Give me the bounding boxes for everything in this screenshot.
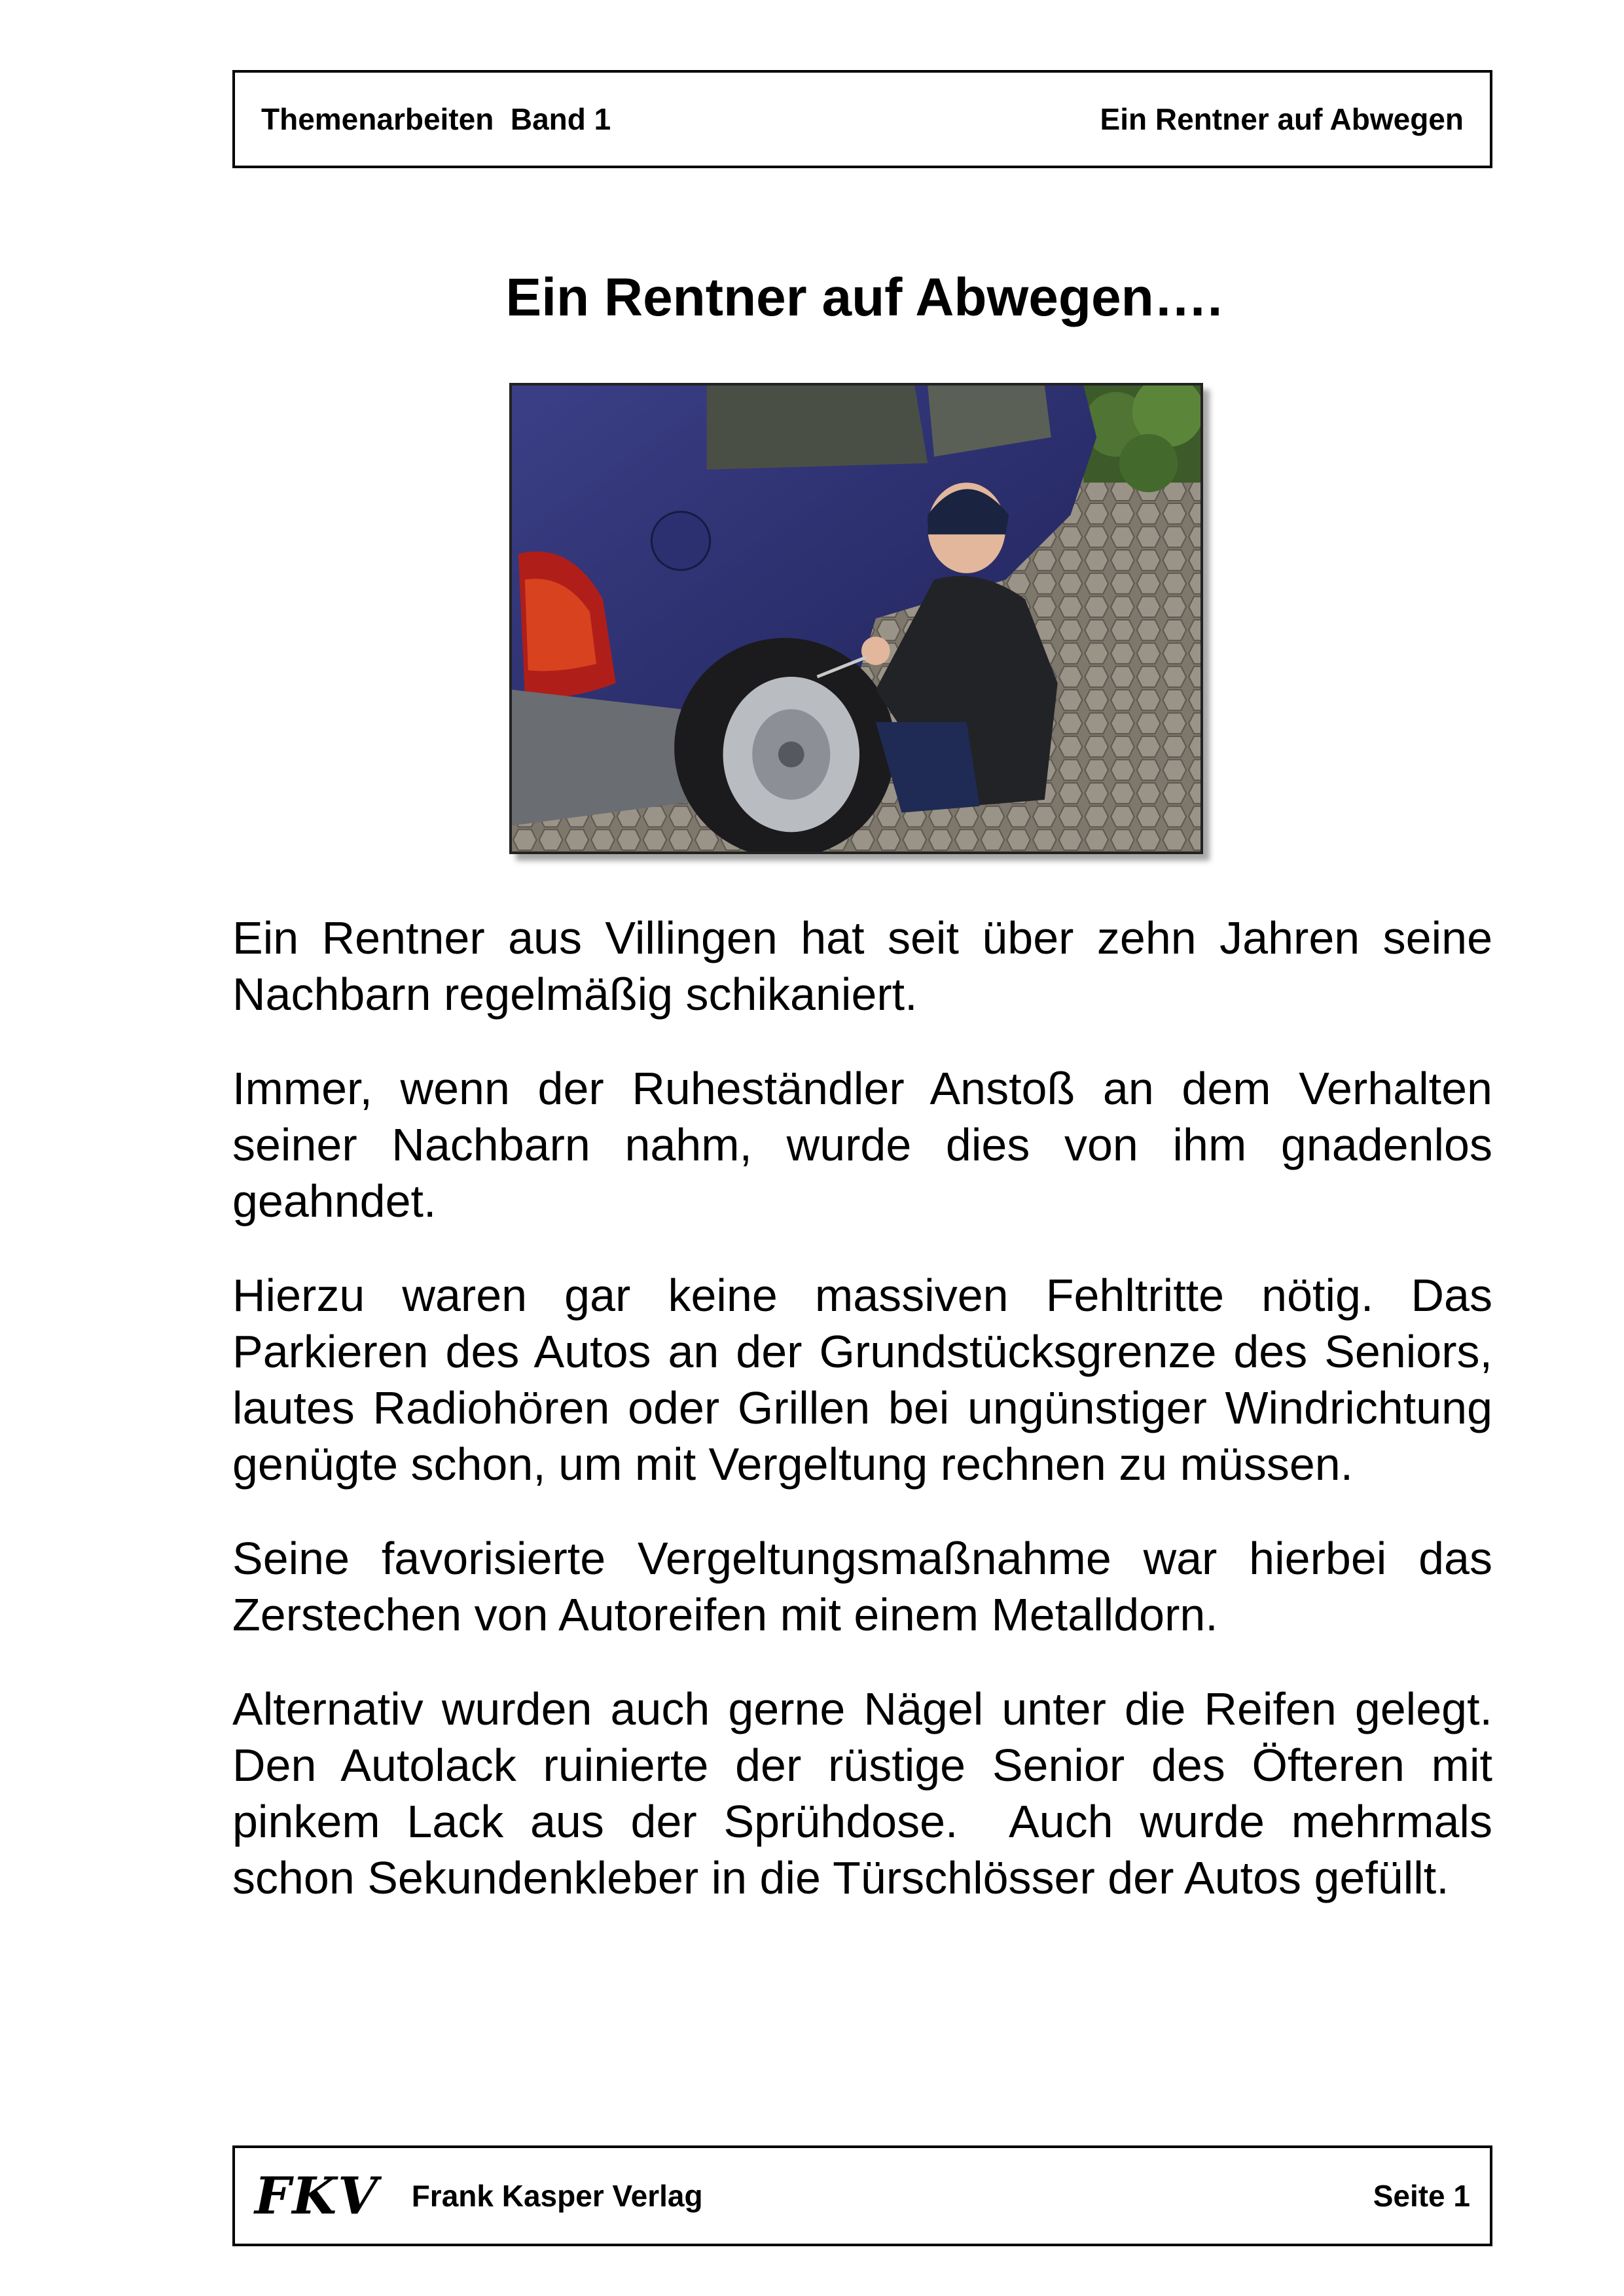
paragraph-5: Alternativ wurden auch gerne Nägel unter die Reifen gelegt. Den Autolack ruinierte der rüstige Senior des Öfteren mit pinkem Lack aus der Sprühdose. Auch wurde mehrmals schon Sekundenkleber in die Türschlösser der Autos gefüllt. bbox=[232, 1683, 1506, 1903]
paragraph-4: Seine favorisierte Vergeltungsmaßnahme war hierbei das Zerstechen von Autoreifen mit einem Metalldorn. bbox=[232, 1533, 1492, 1640]
publisher-logo: FKV bbox=[255, 2166, 379, 2226]
article-body bbox=[232, 910, 1506, 1944]
page-footer bbox=[232, 2145, 1492, 2246]
header-chapter: Ein Rentner auf Abwegen bbox=[1100, 102, 1464, 136]
page-title: Ein Rentner auf Abwegen…. bbox=[505, 268, 1223, 327]
article-photo bbox=[509, 383, 1203, 854]
header-series: Themenarbeiten Band 1 bbox=[261, 102, 611, 136]
paragraph-1: Ein Rentner aus Villingen hat seit über zehn Jahren seine Nachbarn regelmäßig schikaniert. bbox=[232, 912, 1492, 1020]
page-number: Seite 1 bbox=[1373, 2179, 1470, 2213]
paragraph-2: Immer, wenn der Ruheständler Anstoß an dem Verhalten seiner Nachbarn nahm, wurde dies von ihm gnadenlos geahndet. bbox=[232, 1063, 1492, 1227]
publisher-name: Frank Kasper Verlag bbox=[411, 2179, 703, 2213]
photo-illustration bbox=[512, 386, 1200, 852]
page-header bbox=[232, 70, 1492, 168]
paragraph-3: Hierzu waren gar keine massiven Fehltritte nötig. Das Parkieren des Autos an der Grundstücksgrenze des Seniors, lautes Radiohören oder Grillen bei ungünstiger Windrichtung genügte schon, um mit Vergeltung rechnen zu müssen. bbox=[232, 1270, 1492, 1490]
